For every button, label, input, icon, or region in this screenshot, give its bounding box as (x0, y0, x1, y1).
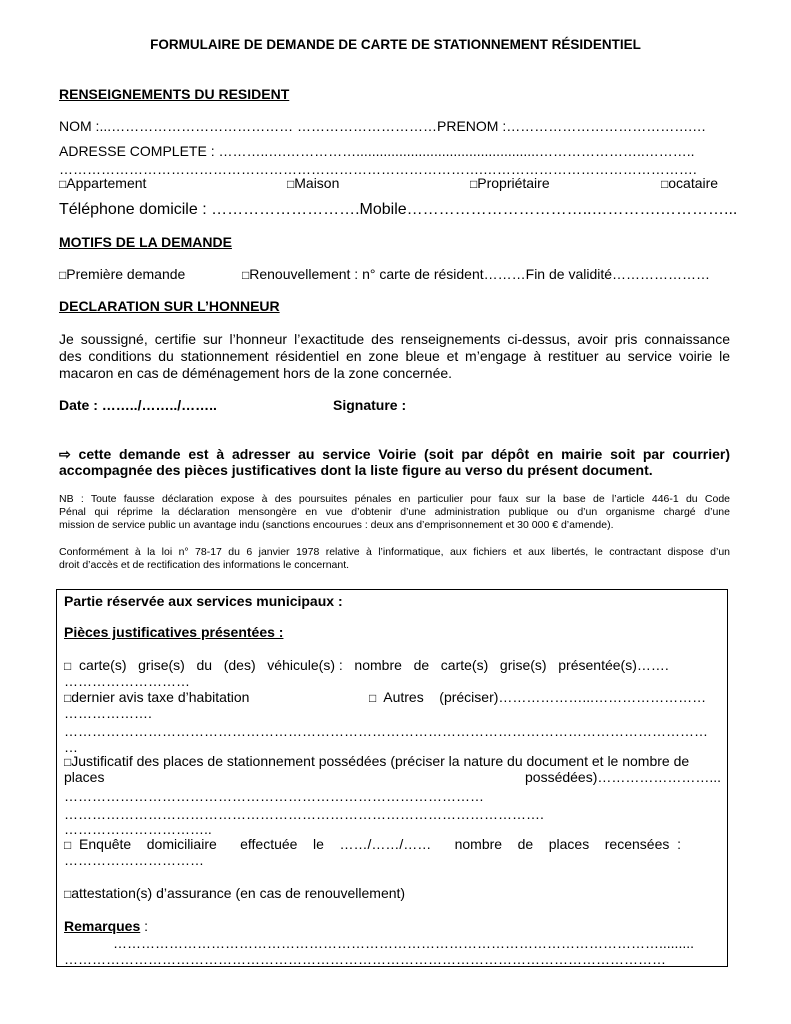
remarques-label: Remarques : (64, 918, 149, 934)
avis-taxe-line[interactable]: □dernier avis taxe d’habitation (64, 689, 250, 705)
checkbox-icon: □ (242, 268, 250, 282)
dots-line-2: ……………………………………………………………………………… (64, 788, 484, 804)
dots-line-1: ………………………………………………………………………………………………………………………… (64, 723, 708, 739)
checkbox-icon: □ (287, 177, 295, 191)
places-possedees: possédées)……………………... (525, 769, 722, 785)
places-label: places (64, 769, 105, 785)
autres-cont: ………………. (64, 705, 152, 721)
dots-line-1b: … (64, 739, 78, 755)
notice-line-2: accompagnée des pièces justificatives dont la liste figure au verso du présent document. (59, 462, 653, 478)
checkbox-icon: □ (64, 838, 72, 852)
checkbox-icon: □ (369, 691, 377, 705)
notice-line-1: ⇨ cette demande est à adresser au service Voirie (soit par dépôt en mairie soit par courrier) (59, 446, 730, 462)
declaration-line-3: macaron en cas de déménagement hors de la zone concernée. (59, 365, 453, 381)
nom-prenom-line: NOM :...………………………………… …………………………PRENOM :………………………………….… (59, 118, 707, 134)
dots-line-3: …………………………………………………………………………………………. (64, 806, 544, 822)
checkbox-icon: □ (64, 659, 72, 673)
enquete-line[interactable]: □ Enquête domiciliaire effectuée le ……/……/…… nombre de places recensées : (64, 836, 682, 852)
checkbox-icon: □ (59, 268, 67, 282)
declaration-heading: DECLARATION SUR L’HONNEUR (59, 298, 280, 314)
option-proprietaire[interactable]: □Propriétaire (470, 175, 550, 191)
signature-label: Signature : (333, 397, 407, 413)
checkbox-icon: □ (470, 177, 478, 191)
option-renouvellement[interactable]: □Renouvellement : n° carte de résident………Fin de validité………………… (242, 266, 711, 282)
checkbox-icon: □ (64, 887, 72, 901)
declaration-line-1: Je soussigné, certifie sur l’honneur l’exactitude des renseignements ci-dessus, avoir pris connaissance (59, 331, 730, 347)
autres-line[interactable]: □ Autres (préciser)………………...…………………… (369, 689, 707, 705)
adresse-line: ADRESSE COMPLETE : ………..….……………...............................................…………………..……….. (59, 143, 695, 159)
nb-line-1: NB : Toute fausse déclaration expose à des poursuites pénales en particulier pour faux sur la base de l’article 446-1 du Code (59, 493, 730, 505)
option-maison[interactable]: □Maison (287, 175, 340, 191)
remarques-line-2: ………………………………………………………………………………………………………………… (64, 951, 666, 967)
adresse-line-2: ……………………………………………………………………………….………………………………………. (59, 161, 697, 177)
option-premiere-demande[interactable]: □Première demande (59, 266, 186, 282)
telephone-line: Téléphone domicile : ……………………….Mobile……………………………..………….…………... (59, 201, 738, 218)
date-label: Date : ……../……../…….. (59, 397, 217, 413)
attestation-line[interactable]: □attestation(s) d’assurance (en cas de renouvellement) (64, 885, 406, 901)
enquete-cont: ………………………… (64, 852, 204, 868)
nb-line-3: mission de service public un avantage indu (sanctions encourues : deux ans d’emprisonnement et 30 000 € d’amende). (59, 519, 614, 531)
declaration-line-2: des conditions du stationnement résidentiel en zone bleue et m’engage à restituer au service voirie le (59, 348, 730, 364)
form-title: FORMULAIRE DE DEMANDE DE CARTE DE STATIONNEMENT RÉSIDENTIEL (150, 37, 641, 52)
option-locataire[interactable]: □ocataire (661, 175, 719, 191)
loi-line-2: droit d’accès et de rectification des informations le concernant. (59, 559, 350, 571)
resident-heading: RENSEIGNEMENTS DU RESIDENT (59, 86, 290, 102)
loi-line-1: Conformément à la loi n° 78-17 du 6 janvier 1978 relative à l’informatique, aux fichiers et aux libertés, le contractant dispose d’un (59, 546, 730, 558)
carte-grise-line[interactable]: □ carte(s) grise(s) du (des) véhicule(s) : nombre de carte(s) grise(s) présentée(s)……. (64, 657, 669, 673)
checkbox-icon: □ (661, 177, 669, 191)
checkbox-icon: □ (64, 691, 72, 705)
arrow-icon: ⇨ (59, 446, 71, 462)
dots-line-4: ………………………….. (64, 821, 212, 837)
remarques-line-1: ………………………………………………………………………………………………………......... (113, 935, 695, 951)
pieces-heading: Pièces justificatives présentées : (64, 624, 284, 640)
nb-line-2: Pénal qui réprime la déclaration mensongère en vue d’obtenir d’une administration publique ou d’un organisme chargé d’une (59, 506, 730, 518)
option-appartement[interactable]: □Appartement (59, 175, 147, 191)
reserved-heading: Partie réservée aux services municipaux : (64, 593, 343, 609)
justificatif-line[interactable]: □Justificatif des places de stationnement possédées (préciser la nature du document et le nombre de (64, 753, 690, 769)
checkbox-icon: □ (64, 755, 72, 769)
carte-grise-cont: ……………………… (64, 673, 190, 689)
checkbox-icon: □ (59, 177, 67, 191)
motifs-heading: MOTIFS DE LA DEMANDE (59, 234, 232, 250)
